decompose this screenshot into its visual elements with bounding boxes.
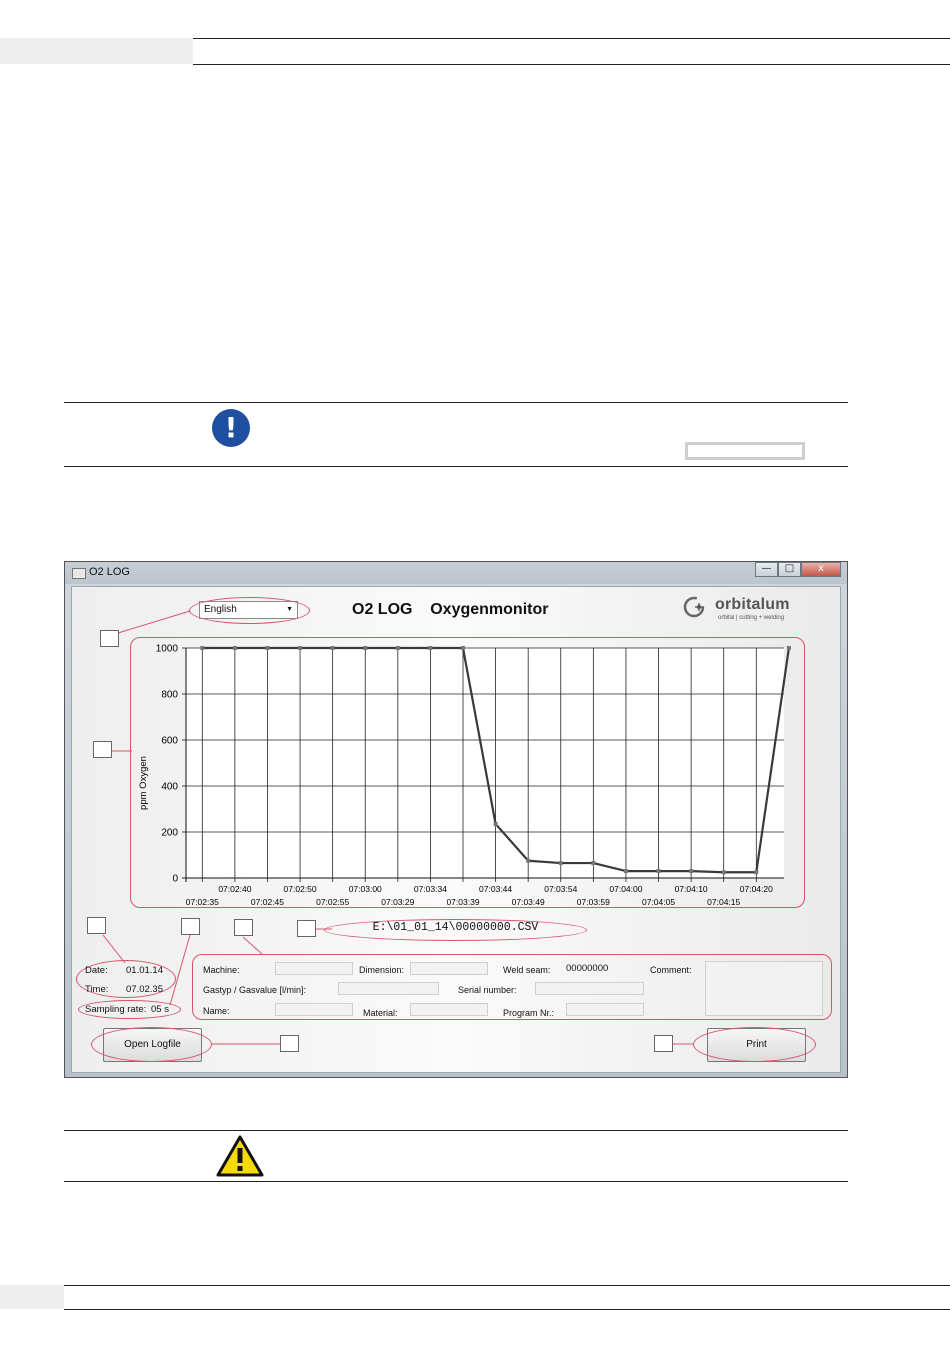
close-button[interactable]: x <box>801 562 841 577</box>
machine-label: Machine: <box>203 965 240 975</box>
data-point <box>298 646 302 650</box>
time-label: Time: <box>85 984 109 995</box>
chart-x-ticks <box>186 878 773 906</box>
y-tick-label: 800 <box>161 689 178 701</box>
data-point <box>494 822 498 826</box>
data-point <box>233 646 237 650</box>
warning-triangle-icon <box>216 1135 264 1177</box>
x-tick-label-top: 07:03:44 <box>479 884 513 894</box>
callout-box-2 <box>93 741 112 758</box>
serial-number-label: Serial number: <box>458 985 517 995</box>
data-point <box>787 646 791 650</box>
x-tick-label-bottom: 07:03:39 <box>446 897 480 906</box>
x-tick-label-bottom: 07:03:49 <box>511 897 545 906</box>
data-point <box>461 646 465 650</box>
dimension-label: Dimension: <box>359 965 405 975</box>
x-tick-label-top: 07:02:50 <box>283 884 317 894</box>
app-heading: O2 LOG Oxygenmonitor <box>352 601 549 618</box>
weld-seam-label: Weld seam: <box>503 965 551 975</box>
date-value: 01.01.14 <box>126 965 163 976</box>
annotation-print <box>693 1027 816 1062</box>
print-button[interactable]: Print <box>707 1028 806 1062</box>
x-tick-label-top: 07:03:00 <box>348 884 382 894</box>
x-tick-label-top: 07:04:20 <box>739 884 773 894</box>
chart-y-axis-label: ppm Oxygen <box>138 756 149 810</box>
maximize-button[interactable]: □ <box>778 562 801 577</box>
language-value: English <box>204 604 237 615</box>
machine-field[interactable] <box>275 962 353 975</box>
data-point <box>559 861 563 865</box>
dimension-field[interactable] <box>410 962 488 975</box>
x-tick-label-top: 07:04:00 <box>609 884 643 894</box>
x-tick-label-bottom: 07:03:29 <box>381 897 415 906</box>
x-tick-label-top: 07:03:54 <box>544 884 578 894</box>
gastyp-field[interactable] <box>338 982 439 995</box>
comment-label: Comment: <box>650 965 692 975</box>
x-tick-label-bottom: 07:04:05 <box>641 897 676 906</box>
data-point <box>591 861 595 865</box>
x-tick-label-top: 07:03:34 <box>413 884 447 894</box>
data-point <box>689 869 693 873</box>
open-logfile-button[interactable]: Open Logfile <box>103 1028 202 1062</box>
name-label: Name: <box>203 1006 230 1016</box>
exclamation-circle-icon: ! <box>212 409 250 447</box>
data-point <box>754 870 758 874</box>
callout-box-7 <box>280 1035 299 1052</box>
warning-rule-top <box>64 1130 848 1131</box>
annotation-open-logfile <box>91 1027 212 1062</box>
y-tick-label: 200 <box>161 827 178 839</box>
callout-box-4 <box>181 918 200 935</box>
data-point <box>331 646 335 650</box>
material-field[interactable] <box>410 1003 488 1016</box>
x-tick-label-bottom: 07:02:55 <box>316 897 350 906</box>
x-tick-label-bottom: 07:02:35 <box>185 897 219 906</box>
chart-y-ticks <box>156 644 186 885</box>
file-path: E:\01_01_14\00000000.CSV <box>372 921 539 934</box>
y-tick-label: 600 <box>161 735 178 747</box>
serial-number-field[interactable] <box>535 982 644 995</box>
data-point <box>657 869 661 873</box>
callout-box-5 <box>234 919 253 936</box>
chevron-down-icon: ▼ <box>286 606 293 613</box>
gastyp-label: Gastyp / Gasvalue [l/min]: <box>203 985 307 995</box>
weld-seam-value: 00000000 <box>566 963 609 974</box>
data-point <box>200 646 204 650</box>
x-tick-label-top: 07:02:40 <box>218 884 252 894</box>
data-point <box>428 646 432 650</box>
y-tick-label: 400 <box>161 781 178 793</box>
name-field[interactable] <box>275 1003 353 1016</box>
data-point <box>265 646 269 650</box>
y-tick-label: 0 <box>172 873 178 885</box>
logo-name: orbitalum <box>715 596 790 613</box>
window-title: O2 LOG <box>89 566 130 578</box>
sampling-value: 05 s <box>151 1004 169 1015</box>
date-label: Date: <box>85 965 108 976</box>
x-tick-label-bottom: 07:04:15 <box>707 897 741 906</box>
oxygen-chart <box>132 638 802 906</box>
sampling-label: Sampling rate: <box>85 1004 147 1015</box>
program-field[interactable] <box>566 1003 644 1016</box>
callout-box-8 <box>654 1035 673 1052</box>
time-value: 07.02.35 <box>126 984 163 995</box>
footer-rule-top <box>64 1285 950 1286</box>
warning-rule-bottom <box>64 1181 848 1182</box>
material-label: Material: <box>363 1008 398 1018</box>
y-tick-label: 1000 <box>155 643 178 655</box>
x-tick-label-top: 07:04:10 <box>674 884 708 894</box>
footer-tab <box>0 1285 64 1309</box>
x-tick-label-bottom: 07:03:59 <box>576 897 610 906</box>
minimize-button[interactable]: — <box>755 562 778 577</box>
callout-box-6 <box>297 920 316 937</box>
data-point <box>722 870 726 874</box>
program-label: Program Nr.: <box>503 1008 555 1018</box>
footer-rule-bottom <box>64 1309 950 1310</box>
logo-tagline: orbital | cutting + welding <box>718 615 785 621</box>
comment-field[interactable] <box>705 961 823 1016</box>
callout-box-3 <box>87 917 106 934</box>
data-point <box>624 869 628 873</box>
data-point <box>526 859 530 863</box>
data-point <box>396 646 400 650</box>
data-point <box>363 646 367 650</box>
callout-box-1 <box>100 630 119 647</box>
x-tick-label-bottom: 07:02:45 <box>250 897 285 906</box>
